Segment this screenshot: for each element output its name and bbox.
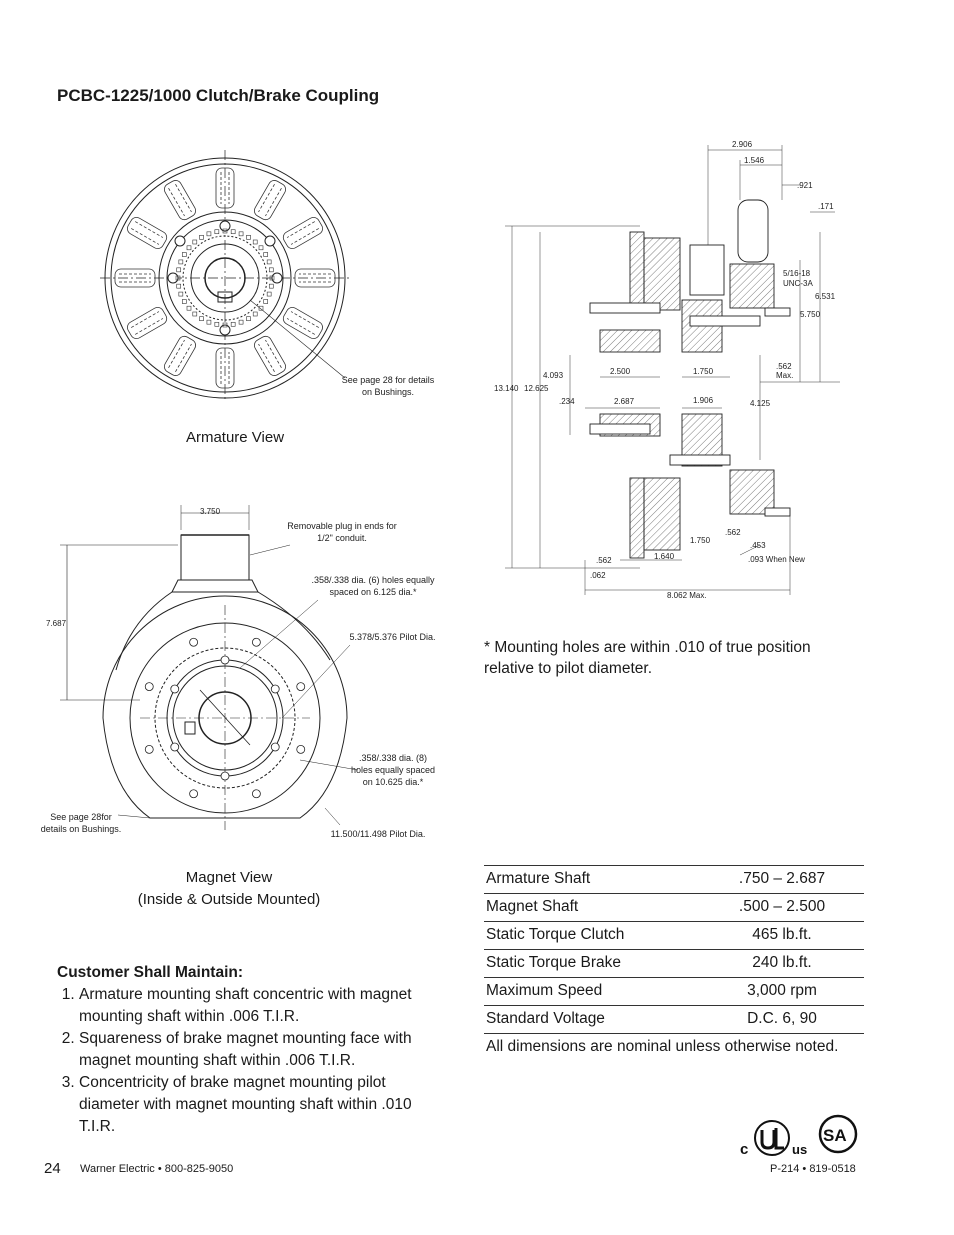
side-dim-label: 5.750 — [800, 310, 821, 319]
armature-slot — [216, 348, 234, 388]
magnet-pilot-small-note: 5.378/5.376 Pilot Dia. — [349, 632, 436, 642]
armature-tooth — [176, 276, 180, 280]
side-dim-label: .453 — [750, 541, 766, 550]
armature-slot — [252, 178, 288, 222]
side-dim-label: .562 — [725, 528, 741, 537]
armature-view-caption: Armature View — [185, 429, 285, 446]
magnet-hole-inner — [271, 743, 279, 751]
armature-tooth — [223, 229, 227, 233]
armature-tooth — [239, 232, 243, 236]
armature-hole — [168, 273, 178, 283]
mounting-note: * Mounting holes are within .010 of true position relative to pilot diameter. — [484, 639, 811, 677]
table-row — [484, 894, 864, 922]
footer-code: P-214 • 819-0518 — [770, 1163, 856, 1175]
armature-slot — [162, 334, 198, 378]
page-title: PCBC-1225/1000 Clutch/Brake Coupling — [57, 86, 380, 105]
armature-tooth — [267, 292, 271, 296]
armature-tooth — [253, 312, 257, 316]
armature-tooth — [231, 230, 235, 234]
table-row — [484, 866, 864, 894]
armature-tooth — [231, 322, 235, 326]
side-dim-label: 12.625 — [524, 384, 549, 393]
nominal-note: All dimensions are nominal unless otherwise noted. — [486, 1038, 839, 1055]
armature-tooth — [239, 320, 243, 324]
csa-logo — [818, 1112, 862, 1156]
armature-slot — [115, 269, 155, 287]
armature-tooth — [193, 312, 197, 316]
side-dim-label: 1.750 — [693, 367, 714, 376]
side-dim-label: Max. — [776, 371, 794, 380]
side-dim-label: 1.640 — [654, 552, 675, 561]
spec-label: Standard Voltage — [484, 1006, 700, 1034]
specifications-table — [484, 865, 864, 1034]
table-row — [484, 922, 864, 950]
side-dim-label: .234 — [559, 397, 575, 406]
armature-hole — [175, 236, 185, 246]
side-dim-label: .171 — [818, 202, 834, 211]
armature-slot — [162, 178, 198, 222]
armature-slot — [281, 215, 325, 251]
ul-c-mark: c — [740, 1141, 749, 1158]
side-dim-label: 2.500 — [610, 367, 631, 376]
armature-tooth — [259, 246, 263, 250]
armature-hole — [220, 221, 230, 231]
armature-slot — [281, 305, 325, 341]
armature-tooth — [207, 320, 211, 324]
maintain-item: 1. Armature mounting shaft concentric with magnet mounting shaft within .006 T.I.R. — [79, 984, 437, 1028]
magnet-hole-outer — [252, 790, 260, 798]
armature-hole — [272, 273, 282, 283]
armature-slot — [295, 269, 335, 287]
ul-logo — [738, 1118, 818, 1158]
armature-tooth — [270, 276, 274, 280]
spec-label: Static Torque Clutch — [484, 922, 700, 950]
side-dim-label: 1.906 — [693, 396, 714, 405]
armature-tooth — [207, 232, 211, 236]
table-row — [484, 950, 864, 978]
magnet-hole-inner — [221, 656, 229, 664]
spec-label: Static Torque Brake — [484, 950, 700, 978]
armature-tooth — [215, 230, 219, 234]
maintain-item: 2. Squareness of brake magnet mounting face with magnet mounting shaft within .006 T.I.R. — [79, 1028, 437, 1072]
armature-tooth — [200, 235, 204, 239]
magnet-dim-width: 3.750 — [200, 507, 221, 516]
spec-value: 240 lb.ft. — [700, 950, 864, 978]
armature-tooth — [269, 268, 273, 272]
armature-tooth — [177, 268, 181, 272]
table-row — [484, 1006, 864, 1034]
armature-slot — [216, 168, 234, 208]
footer-company: Warner Electric • 800-825-9050 — [80, 1163, 234, 1175]
armature-hole — [220, 325, 230, 335]
side-dim-label: .093 When New — [748, 555, 805, 564]
magnet-hole-outer — [297, 683, 305, 691]
armature-tooth — [264, 253, 268, 257]
side-dim-label: 4.093 — [543, 371, 564, 380]
side-dim-label: 8.062 Max. — [667, 591, 707, 600]
magnet-hole-outer — [190, 638, 198, 646]
armature-tooth — [253, 240, 257, 244]
armature-tooth — [179, 292, 183, 296]
side-dim-label: 5/16-18 — [783, 269, 811, 278]
side-dim-label: 4.125 — [750, 399, 771, 408]
magnet-hole-outer — [252, 638, 260, 646]
side-dim-label: 6.531 — [815, 292, 836, 301]
magnet-holes6-note: .358/.338 dia. (6) holes equally spaced on 6.125 dia.* — [311, 575, 435, 597]
armature-tooth — [182, 300, 186, 304]
spec-label: Armature Shaft — [484, 866, 700, 894]
armature-hole — [265, 236, 275, 246]
armature-tooth — [187, 306, 191, 310]
csa-mark: SA — [823, 1126, 847, 1145]
magnet-view-caption: Magnet View (Inside & Outside Mounted) — [137, 869, 321, 908]
spec-value: 465 lb.ft. — [700, 922, 864, 950]
side-dim-label: UNC-3A — [783, 279, 813, 288]
magnet-hole-outer — [190, 790, 198, 798]
armature-tooth — [264, 300, 268, 304]
armature-tooth — [193, 240, 197, 244]
armature-tooth — [179, 260, 183, 264]
armature-tooth — [187, 246, 191, 250]
armature-slot — [125, 215, 169, 251]
ul-us-mark: us — [792, 1142, 808, 1157]
spec-value: D.C. 6, 90 — [700, 1006, 864, 1034]
spec-label: Magnet Shaft — [484, 894, 700, 922]
armature-tooth — [182, 253, 186, 257]
magnet-plug-note: Removable plug in ends for 1/2" conduit. — [287, 521, 397, 543]
side-dim-label: 1.546 — [744, 156, 765, 165]
side-dim-label: 1.750 — [690, 536, 711, 545]
armature-tooth — [215, 322, 219, 326]
magnet-pilot-large-note: 11.500/11.498 Pilot Dia. — [330, 829, 426, 839]
armature-slot — [125, 305, 169, 341]
magnet-hole-inner — [221, 772, 229, 780]
magnet-holes8-note: .358/.338 dia. (8) holes equally spaced on 10.625 dia.* — [350, 753, 436, 787]
magnet-hole-inner — [171, 743, 179, 751]
spec-value: 3,000 rpm — [700, 978, 864, 1006]
armature-bushing-note: See page 28 for details on Bushings. — [341, 375, 435, 397]
armature-tooth — [200, 317, 204, 321]
magnet-bushing-note: See page 28for details on Bushings. — [40, 812, 122, 834]
magnet-dim-height: 7.687 — [46, 619, 67, 628]
side-dim-label: .562 — [776, 362, 792, 371]
armature-tooth — [177, 284, 181, 288]
maintain-list — [57, 984, 437, 1138]
side-dim-label: 13.140 — [494, 384, 519, 393]
side-dim-label: 2.687 — [614, 397, 635, 406]
magnet-hole-outer — [297, 745, 305, 753]
magnet-hole-inner — [171, 685, 179, 693]
armature-tooth — [269, 284, 273, 288]
maintain-heading: Customer Shall Maintain: — [57, 964, 244, 981]
side-dim-label: .562 — [596, 556, 612, 565]
armature-tooth — [259, 306, 263, 310]
magnet-hole-inner — [271, 685, 279, 693]
magnet-hole-outer — [145, 745, 153, 753]
side-dim-label: .062 — [590, 571, 606, 580]
side-dim-label: 2.906 — [732, 140, 753, 149]
table-row — [484, 978, 864, 1006]
spec-value: .750 – 2.687 — [700, 866, 864, 894]
armature-tooth — [247, 235, 251, 239]
customer-maintain-section — [57, 962, 437, 1138]
spec-value: .500 – 2.500 — [700, 894, 864, 922]
side-dim-label: .921 — [797, 181, 813, 190]
magnet-hole-outer — [145, 683, 153, 691]
armature-slot — [252, 334, 288, 378]
armature-tooth — [247, 317, 251, 321]
armature-tooth — [267, 260, 271, 264]
page-number: 24 — [44, 1160, 61, 1177]
spec-label: Maximum Speed — [484, 978, 700, 1006]
maintain-item: 3. Concentricity of brake magnet mounting pilot diameter with magnet mounting shaft within .010 T.I.R. — [79, 1072, 437, 1138]
armature-tooth — [223, 323, 227, 327]
